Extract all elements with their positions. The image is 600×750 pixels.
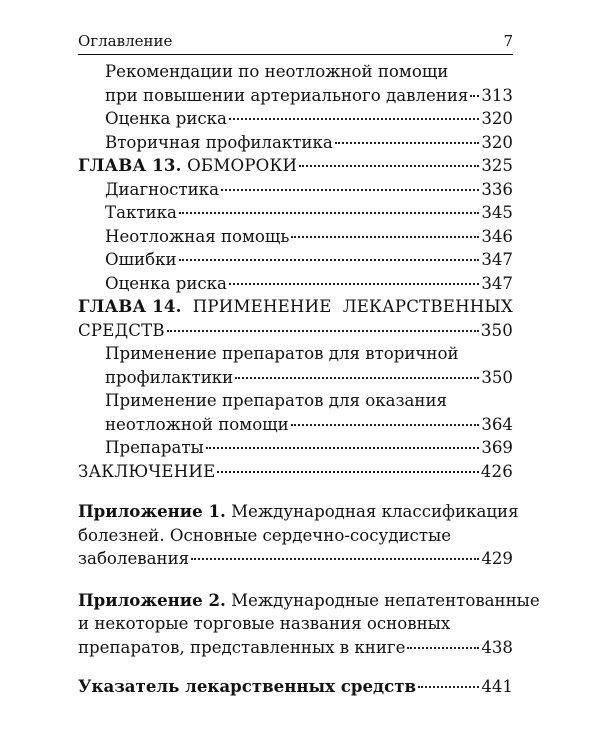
- dot-leader: [291, 236, 479, 238]
- toc-entry-risk-assessment-2[interactable]: [78, 272, 513, 296]
- toc-entry-text: Указатель лекарственных средств: [78, 676, 417, 696]
- toc-entry-secondary-prevention[interactable]: [78, 131, 513, 155]
- spacer: [78, 659, 513, 675]
- chapter-name: ОБМОРОКИ: [187, 156, 298, 175]
- toc-page-number: 350: [480, 320, 513, 340]
- toc-entry-text: Неотложная помощь: [105, 226, 290, 246]
- dot-leader: [191, 558, 479, 560]
- toc-entry-diagnostics[interactable]: [78, 178, 513, 202]
- dot-leader: [167, 330, 479, 332]
- toc-entry-text: Оценка риска: [105, 273, 227, 293]
- toc-page-number: 320: [481, 109, 513, 128]
- toc-chapter-14[interactable]: [78, 319, 513, 343]
- toc-entry-text: Применение препаратов для вторичной: [105, 344, 459, 363]
- appendix-label: Приложение 2.: [78, 589, 226, 610]
- toc-entry-text: Препараты: [105, 438, 204, 457]
- toc-page-number: 346: [481, 226, 513, 246]
- dot-leader: [470, 95, 479, 97]
- toc-entry-text: профилактики: [105, 367, 234, 387]
- toc-entry-emergency-care[interactable]: [78, 225, 513, 249]
- toc-appendix-2[interactable]: [78, 636, 513, 660]
- chapter-label: ГЛАВА 14.: [78, 296, 182, 316]
- toc-entry-text: Ошибки: [105, 250, 177, 269]
- toc-entry-text: [78, 589, 540, 613]
- toc-page-number: 426: [480, 461, 513, 481]
- toc-page-number: 369: [481, 438, 513, 457]
- dot-leader: [299, 165, 479, 167]
- toc-entry-recommendations[interactable]: [78, 84, 513, 108]
- toc-page-number: 313: [481, 85, 513, 105]
- running-header: [78, 28, 513, 55]
- toc-page-number: 429: [481, 549, 513, 568]
- toc-chapter-title: [78, 154, 297, 178]
- dot-leader: [221, 189, 479, 191]
- toc-entry-risk-assessment[interactable]: [78, 107, 513, 131]
- toc-entry-text: [78, 500, 519, 524]
- dot-leader: [179, 212, 479, 214]
- toc-chapter-13[interactable]: [78, 154, 513, 178]
- toc-entry-text: Оценка риска: [105, 109, 227, 128]
- toc-page-number: 320: [481, 132, 513, 152]
- dot-leader: [206, 447, 480, 449]
- toc-entry-line: [78, 389, 513, 413]
- toc-entry-tactics[interactable]: [78, 201, 513, 225]
- dot-leader: [418, 686, 479, 688]
- toc-page-number: 336: [481, 179, 513, 199]
- chapter-name-word: ПРИМЕНЕНИЕ: [192, 297, 332, 316]
- toc-page-number: 438: [481, 637, 513, 657]
- dot-leader: [217, 471, 478, 473]
- toc-page-number: 347: [481, 273, 513, 293]
- page-number: 7: [503, 32, 513, 50]
- toc-entry-line: [78, 524, 513, 548]
- toc-entry-text: болезней. Основные сердечно-сосудистые: [78, 525, 452, 545]
- appendix-label: Приложение 1.: [78, 501, 226, 521]
- chapter-label: ГЛАВА 13.: [78, 155, 182, 175]
- toc-appendix-1[interactable]: [78, 547, 513, 571]
- toc-drug-index[interactable]: [78, 675, 513, 699]
- toc-entry-text: заболевания: [78, 549, 190, 568]
- toc-entry-text: Вторичная профилактика: [105, 132, 333, 152]
- dot-leader: [291, 424, 480, 426]
- toc-chapter-14-line: [78, 295, 513, 319]
- dot-leader: [407, 647, 479, 649]
- toc-entry-text: и некоторые торговые названия основных: [78, 614, 451, 633]
- toc-entry-secondary-prevention-drugs[interactable]: [78, 366, 513, 390]
- chapter-name: СРЕДСТВ: [78, 320, 165, 340]
- toc-entry-line: [78, 589, 540, 613]
- toc-entry-line: [78, 612, 513, 636]
- appendix-title: Международные непатентованные: [231, 590, 540, 610]
- toc-entry-text: при повышении артериального давления: [105, 85, 469, 105]
- toc-page-number: 441: [481, 677, 513, 696]
- table-of-contents: [78, 60, 540, 699]
- toc-entry-line: [78, 342, 513, 366]
- dot-leader: [229, 283, 479, 285]
- toc-page-number: 364: [481, 414, 513, 434]
- toc-conclusion[interactable]: [78, 460, 513, 484]
- toc-entry-text: Применение препаратов для оказания: [105, 391, 448, 410]
- toc-page-number: 347: [481, 250, 513, 269]
- toc-page-number: 350: [481, 367, 513, 387]
- toc-entry-text: ЗАКЛЮЧЕНИЕ: [78, 461, 216, 481]
- toc-entry-drugs[interactable]: [78, 436, 513, 460]
- chapter-name-word: ЛЕКАРСТВЕННЫХ: [342, 297, 513, 316]
- dot-leader: [179, 259, 480, 261]
- toc-entry-text: препаратов, представленных в книге: [78, 637, 406, 657]
- toc-entry-emergency-drugs[interactable]: [78, 413, 513, 437]
- running-header-title: Оглавление: [78, 32, 173, 50]
- toc-entry-text: Диагностика: [105, 179, 219, 199]
- spacer: [78, 483, 513, 500]
- toc-entry-text: неотложной помощи: [105, 414, 289, 434]
- appendix-title: Международная классификация: [231, 502, 519, 521]
- dot-leader: [335, 142, 480, 144]
- toc-entry-line: [78, 60, 513, 84]
- toc-entry-line: [78, 500, 519, 524]
- toc-page-number: 345: [481, 203, 513, 222]
- toc-page-number: 325: [481, 156, 513, 175]
- toc-entry-errors[interactable]: [78, 248, 513, 272]
- toc-entry-text: Рекомендации по неотложной помощи: [105, 62, 449, 81]
- dot-leader: [229, 118, 479, 120]
- spacer: [78, 571, 513, 589]
- toc-entry-text: Тактика: [105, 203, 177, 222]
- dot-leader: [235, 377, 479, 379]
